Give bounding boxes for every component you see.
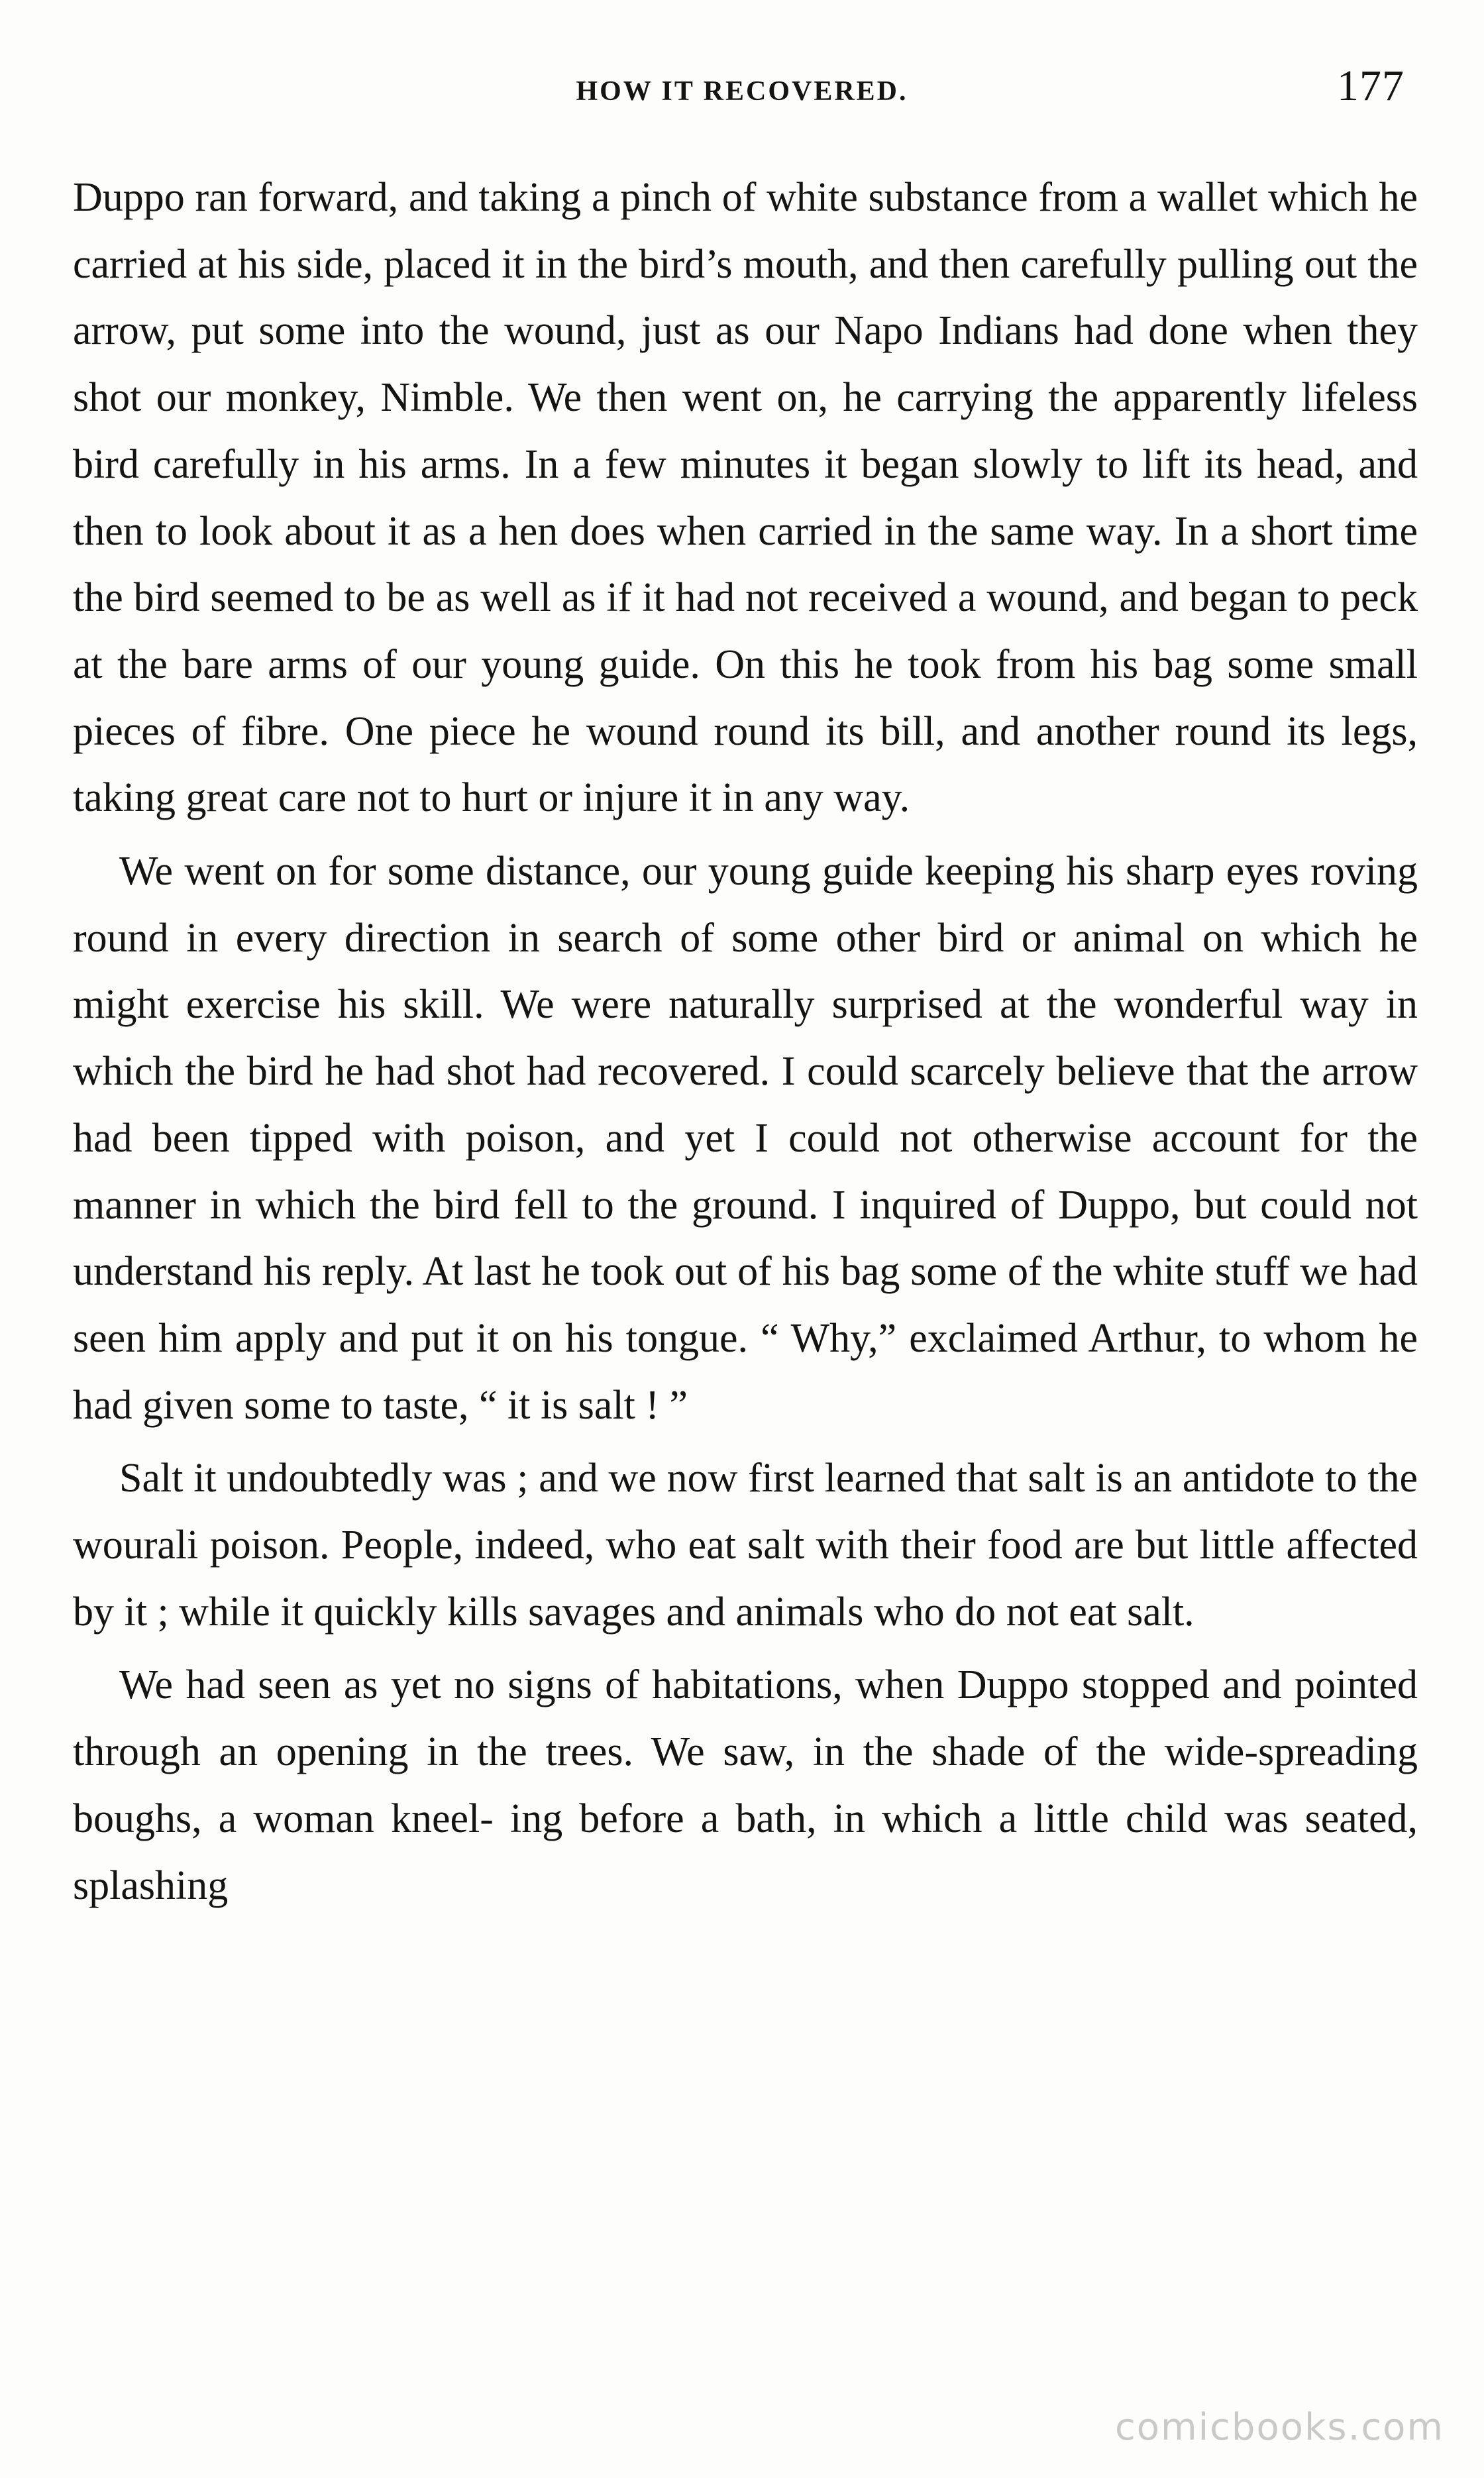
paragraph-2: We went on for some distance, our young guide keeping his sharp eyes roving round in every direction in search of some other bird or animal on which he might exercise his skill. We were naturally surprised at the wonderful way in which the bird he had shot had recovered. I could scarcely believe that the arrow had been tipped with poison, and yet I could not otherwise account for the manner in which the bird fell to the ground. I inquired of Duppo, but could not understand his reply. At last he took out of his bag some of the white stuff we had seen him apply and put it on his tongue. “ Why,” exclaimed Arthur, to whom he had given some to taste, “ it is salt ! ”	[73, 849, 1418, 1428]
running-title: HOW IT RECOVERED.	[576, 76, 908, 107]
page-header	[73, 61, 1411, 121]
paragraph-4: We had seen as yet no signs of habitations, when Duppo stopped and pointed through an opening in the trees. We saw, in the shade of the wide-spreading boughs, a woman kneel- ing before a bath, in which a little child was seated, splashing	[73, 1662, 1418, 1908]
paragraph-1: Duppo ran forward, and taking a pinch of white substance from a wallet which he carried at his side, placed it in the bird’s mouth, and then carefully pulling out the arrow, put some into the wound, just as our Napo Indians had done when they shot our monkey, Nimble. We then went on, he carrying the apparently lifeless bird carefully in his arms. In a few minutes it began slowly to lift its head, and then to look about it as a hen does when carried in the same way. In a short time the bird seemed to be as well as if it had not received a wound, and began to peck at the bare arms of our young guide. On this he took from his bag some small pieces of fibre. One piece he wound round its bill, and another round its legs, taking great care not to hurt or injure it in any way.	[73, 175, 1418, 821]
page-body	[73, 158, 1418, 1919]
paragraph-3: Salt it undoubtedly was ; and we now first learned that salt is an antidote to the wourali poison. People, indeed, who eat salt with their food are but little affected by it ; while it quickly kills savages and animals who do not eat salt.	[73, 1456, 1418, 1635]
page-number: 177	[1337, 62, 1404, 110]
watermark: comicbooks.com	[1114, 2406, 1444, 2449]
